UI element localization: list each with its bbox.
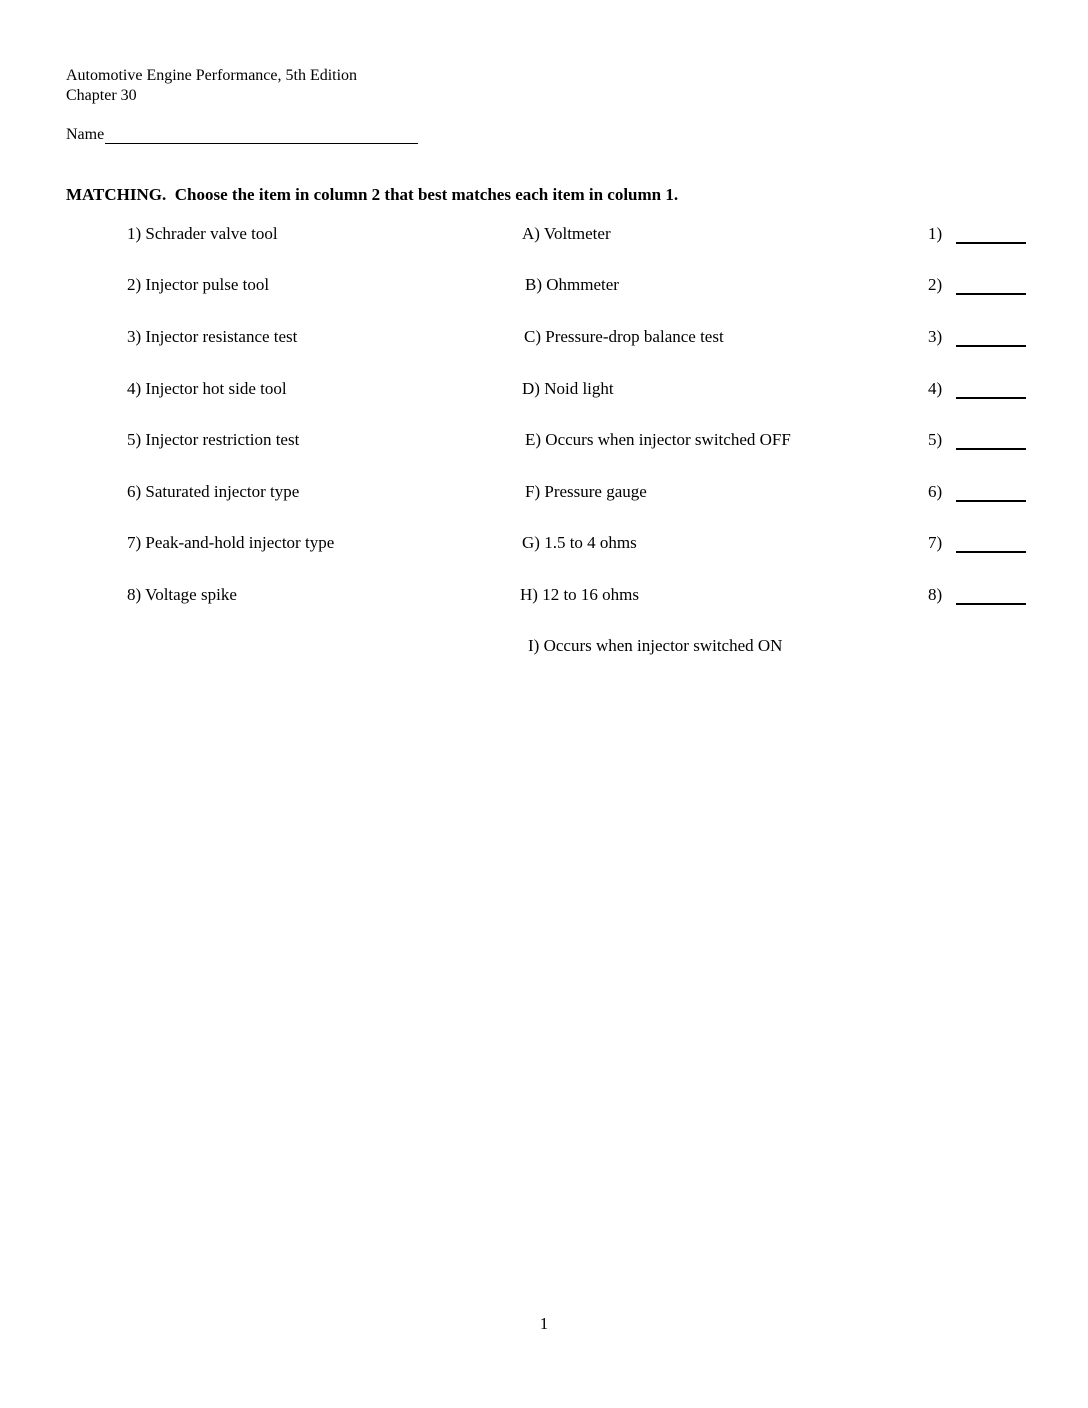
definition-item: F) Pressure gauge — [525, 482, 647, 501]
matching-row — [0, 531, 1088, 555]
answer-blank[interactable] — [956, 603, 1026, 605]
matching-row — [0, 222, 1088, 246]
matching-row — [0, 325, 1088, 349]
matching-row-extra — [0, 634, 1088, 658]
answer-label: 4) — [928, 379, 943, 398]
matching-row — [0, 377, 1088, 401]
book-title: Automotive Engine Performance, 5th Edition — [66, 67, 358, 84]
answer-label: 6) — [928, 482, 943, 501]
matching-row — [0, 273, 1088, 297]
definition-item: D) Noid light — [522, 379, 614, 398]
answer-blank[interactable] — [956, 448, 1026, 450]
answer-blank[interactable] — [956, 397, 1026, 399]
definition-item: C) Pressure-drop balance test — [524, 327, 724, 346]
answer-label: 7) — [928, 533, 943, 552]
matching-row — [0, 583, 1088, 607]
term-item: 8) Voltage spike — [127, 585, 237, 604]
definition-item: H) 12 to 16 ohms — [520, 585, 639, 604]
instructions: MATCHING. Choose the item in column 2 that best matches each item in column 1. — [66, 185, 679, 204]
answer-blank[interactable] — [956, 293, 1026, 295]
term-item: 7) Peak-and-hold injector type — [127, 533, 335, 552]
answer-blank[interactable] — [956, 551, 1026, 553]
term-item: 2) Injector pulse tool — [127, 275, 270, 294]
answer-label: 2) — [928, 275, 943, 294]
answer-label: 1) — [928, 224, 943, 243]
answer-label: 5) — [928, 430, 943, 449]
term-item: 5) Injector restriction test — [127, 430, 300, 449]
answer-blank[interactable] — [956, 500, 1026, 502]
answer-blank[interactable] — [956, 242, 1026, 244]
matching-row — [0, 428, 1088, 452]
term-item: 1) Schrader valve tool — [127, 224, 278, 243]
definition-item: E) Occurs when injector switched OFF — [525, 430, 791, 449]
term-item: 6) Saturated injector type — [127, 482, 300, 501]
term-item: 4) Injector hot side tool — [127, 379, 287, 398]
name-label: Name — [66, 126, 105, 143]
definition-item: B) Ohmmeter — [525, 275, 619, 294]
answer-label: 3) — [928, 327, 943, 346]
definition-item: G) 1.5 to 4 ohms — [522, 533, 637, 552]
definition-item: I) Occurs when injector switched ON — [528, 636, 783, 655]
name-field-row — [66, 125, 418, 144]
definition-item: A) Voltmeter — [522, 224, 611, 243]
answer-blank[interactable] — [956, 345, 1026, 347]
term-item: 3) Injector resistance test — [127, 327, 298, 346]
name-blank[interactable] — [105, 125, 418, 144]
page-number: 1 — [539, 1314, 549, 1333]
answer-label: 8) — [928, 585, 943, 604]
chapter-label: Chapter 30 — [66, 87, 137, 104]
matching-row — [0, 480, 1088, 504]
